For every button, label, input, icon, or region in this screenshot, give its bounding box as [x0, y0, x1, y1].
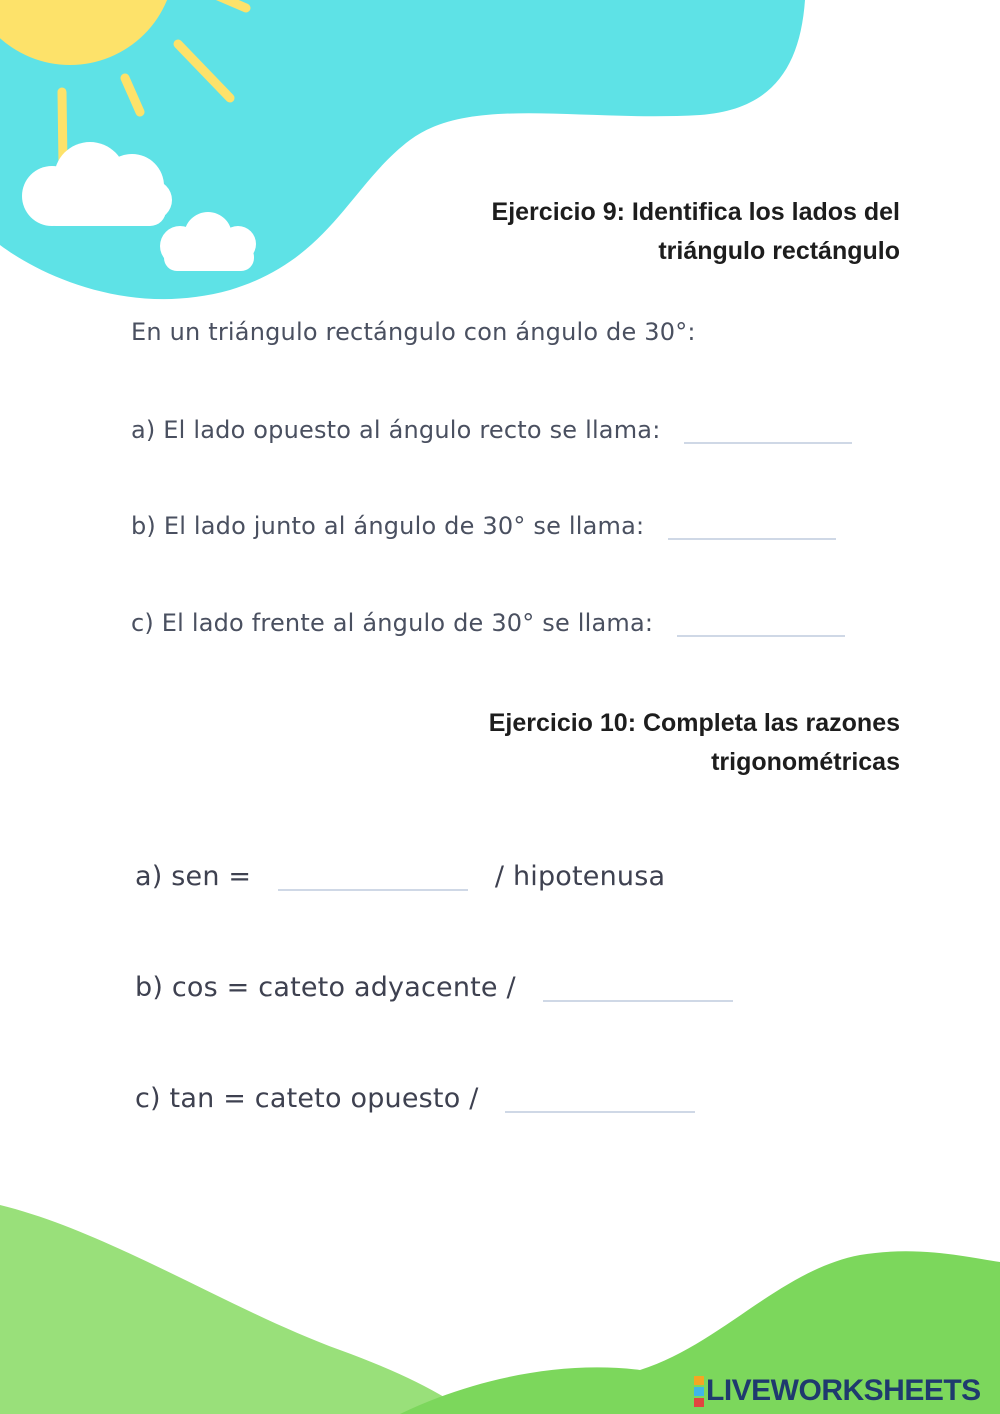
exercise9-item-c	[131, 609, 845, 637]
grass-hill-back	[0, 1205, 470, 1414]
brand-name: LIVEWORKSHEETS	[706, 1374, 981, 1407]
exercise10-item-a-prefix: a) sen =	[135, 861, 252, 892]
exercise10-item-b-text: b) cos = cateto adyacente /	[135, 972, 516, 1003]
exercise9-item-b-text: b) El lado junto al ángulo de 30° se llama:	[131, 512, 645, 540]
exercise10-item-a-suffix: / hipotenusa	[494, 861, 666, 892]
exercise9-item-a-text: a) El lado opuesto al ángulo recto se llama:	[131, 416, 661, 444]
exercise10-title-line2: trigonométricas	[711, 748, 900, 776]
exercise10-item-c-text: c) tan = cateto opuesto /	[135, 1083, 479, 1114]
exercise10-item-b	[135, 972, 733, 1003]
answer-blank-9c[interactable]	[677, 635, 845, 637]
exercise9-item-c-text: c) El lado frente al ángulo de 30° se llama:	[131, 609, 654, 637]
exercise9-intro: En un triángulo rectángulo con ángulo de 30°:	[131, 318, 696, 346]
exercise9-title-line1: Ejercicio 9: Identifica los lados del	[491, 198, 900, 226]
exercise9-item-a	[131, 416, 852, 444]
answer-blank-9b[interactable]	[668, 538, 836, 540]
exercise10-item-a	[135, 861, 665, 892]
answer-blank-10c[interactable]	[505, 1111, 695, 1113]
exercise9-title-line2: triángulo rectángulo	[658, 237, 900, 265]
exercise10-item-c	[135, 1083, 695, 1114]
liveworksheets-logo	[694, 1374, 981, 1408]
exercise9-item-b	[131, 512, 836, 540]
answer-blank-10b[interactable]	[543, 1000, 733, 1002]
answer-blank-10a[interactable]	[278, 889, 468, 891]
exercise10-title-line1: Ejercicio 10: Completa las razones	[488, 709, 900, 737]
liveworksheets-logo-icon	[694, 1375, 704, 1408]
exercise9-title	[300, 193, 900, 271]
exercise10-title	[300, 704, 900, 782]
answer-blank-9a[interactable]	[684, 442, 852, 444]
